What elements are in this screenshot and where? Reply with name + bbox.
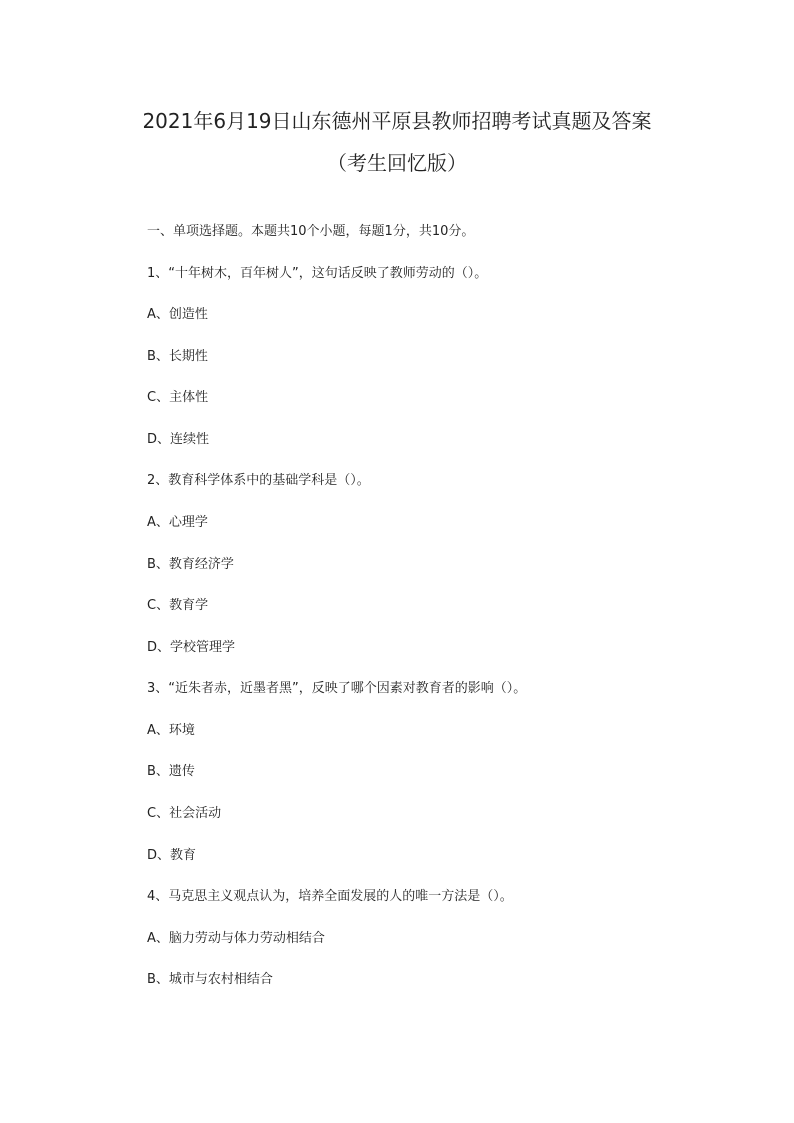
question-1-option-b: B、长期性 bbox=[147, 349, 208, 364]
question-2-option-a: A、心理学 bbox=[147, 515, 208, 530]
document-subtitle: （考生回忆版） bbox=[327, 151, 467, 175]
question-2-stem: 2、教育科学体系中的基础学科是（）。 bbox=[147, 473, 370, 488]
question-1-stem: 1、“十年树木，百年树人”，这句话反映了教师劳动的（）。 bbox=[147, 266, 488, 281]
question-4-option-b: B、城市与农村相结合 bbox=[147, 972, 273, 987]
question-3-option-a: A、环境 bbox=[147, 723, 195, 738]
question-4-stem: 4、马克思主义观点认为，培养全面发展的人的唯一方法是（）。 bbox=[147, 889, 513, 904]
question-3-option-b: B、遗传 bbox=[147, 764, 195, 779]
question-1-option-d: D、连续性 bbox=[147, 432, 210, 447]
document-title: 2021年6月19日山东德州平原县教师招聘考试真题及答案 bbox=[142, 109, 652, 133]
question-3-option-c: C、社会活动 bbox=[147, 806, 222, 821]
question-3-stem: 3、“近朱者赤，近墨者黑”，反映了哪个因素对教育者的影响（）。 bbox=[147, 681, 527, 696]
question-1-option-c: C、主体性 bbox=[147, 390, 209, 405]
question-2-option-c: C、教育学 bbox=[147, 598, 209, 613]
question-2-option-d: D、学校管理学 bbox=[147, 640, 236, 655]
question-1-option-a: A、创造性 bbox=[147, 307, 208, 322]
section-heading: 一、单项选择题。本题共10个小题，每题1分，共10分。 bbox=[147, 224, 475, 239]
question-4-option-a: A、脑力劳动与体力劳动相结合 bbox=[147, 931, 325, 946]
question-2-option-b: B、教育经济学 bbox=[147, 557, 234, 572]
question-3-option-d: D、教育 bbox=[147, 848, 197, 863]
